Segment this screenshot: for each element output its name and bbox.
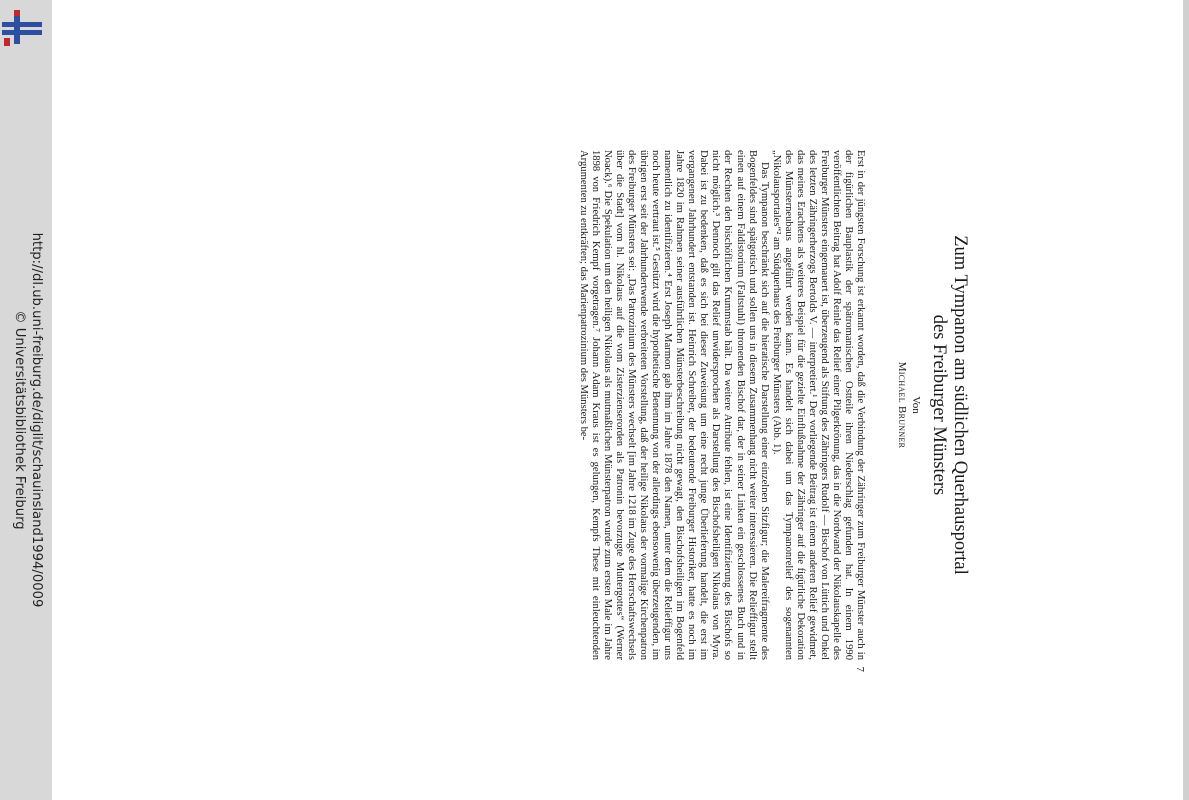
title-line-1: Zum Tympanon am südlichen Querhausportal	[950, 235, 970, 575]
byline-von: Von	[910, 396, 922, 414]
source-url[interactable]: http://dl.ub.uni-freiburg.de/diglit/schauinsland1994/0009	[29, 232, 44, 608]
title-line-2: des Freiburger Münsters	[929, 314, 949, 496]
scanned-page	[290, 150, 970, 672]
paragraph-2: Das Tympanon beschränkt sich auf die hieratische Darstellung einer einzelnen Sitzfigur; die Malereifragmente des Bogenfeldes sind spätgotisch und sollen uns in diesem Zusammenhang nicht weiter interessieren. Die Relieffigur stellt einen auf einem Faldistorium (Faltstuhl) thronenden Bischof dar, der in seiner Linken ein geschlossenes Buch und in der Rechten den bischöflichen Krummstab hält. Da weitere Attribute fehlen, ist eine Identifizierung des Bischofs so nicht möglich.³ Dennoch gilt das Relief unwidersprochen als Darstellung des Bischofsheiligen Nikolaus von Myra. Dabei ist zu bedenken, daß es sich bei dieser Zuweisung um eine recht junge Überlieferung handelt, die erst im vergangenen Jahrhundert entstanden ist. Heinrich Schreiber, der bedeutende Freiburger Historiker, hatte es noch im Jahre 1820 im Rahmen seiner ausführlichen Münsterbeschreibung nicht gewagt, den Bischofsheiligen im Bogenfeld namentlich zu identifizieren.⁴ Erst Joseph Marmon gab ihm im Jahre 1878 den Namen, unter dem die Relieffigur uns noch heute vertraut ist.⁵ Gestützt wird die hypothetische Benennung von der allerdings ebensowenig überzeugenden, im übrigen erst seit der Jahrhundertwende verbreiteten Vorstellung, daß der heilige Nikolaus der vormalige Kirchenpatron des Freiburger Münsters sei: „Das Patrozinium des Münsters wechselt [im Jahre 1218 im Zuge des Herrschaftswechsels über die Stadt] vom hl. Nikolaus auf die vom Zisterzienserorden als Patronin bevorzugte Muttergottes“ (Werner Noack).⁶ Die Spekulation um den heiligen Nikolaus als mutmaßlichen Münsterpatron wurde zum ersten Male im Jahre 1898 von Friedrich Kempf vorgetragen.⁷ Johann Adam Kraus ist es gelungen, Kempfs These mit einleuchtenden Argumenten zu entkräften; das Marienpatrozinium des Münsters be-	[577, 150, 770, 660]
copyright-notice: © Universitätsbibliothek Freiburg	[12, 310, 27, 530]
author-name: Michael Brunner	[896, 361, 908, 449]
paragraph-1: Erst in der jüngsten Forschung ist erkannt worden, daß die Verbindung der Zähringer zum Freiburger Münster auch in der figürlichen Bauplastik der spätromanischen Ostteile ihren Niederschlag gefunden hat. In einem 1990 veröffentlichten Beitrag hat Adolf Reinle das Relief einer Pilgerkrönung, das in die Nordwand der Nikolauskapelle des Freiburger Münsters eingemauert ist, überzeugend als Stiftung des Zähringers Rudolf — Bischof von Lüttich und Onkel des letzten Zähringerherzogs Bertolds V. — interpretiert.¹ Der vorliegende Beitrag ist einem anderen Relief gewidmet, das meines Erachtens als weiteres Beispiel für die gezielte Einflußnahme der Zähringer auf die figürliche Dekoration des Münsterneubaus angeführt werden kann. Es handelt sich dabei um das Tympanonrelief des sogenannten „Nikolausportales“² am Südquerhaus des Freiburger Münsters (Abb. 1).	[770, 150, 866, 660]
page-scrollbar[interactable]	[1183, 0, 1189, 800]
sidebar-source-info	[5, 40, 45, 800]
article-body	[577, 150, 866, 660]
article-title	[928, 150, 970, 660]
page-number: 7	[854, 666, 866, 672]
viewer-sidebar	[0, 0, 52, 800]
